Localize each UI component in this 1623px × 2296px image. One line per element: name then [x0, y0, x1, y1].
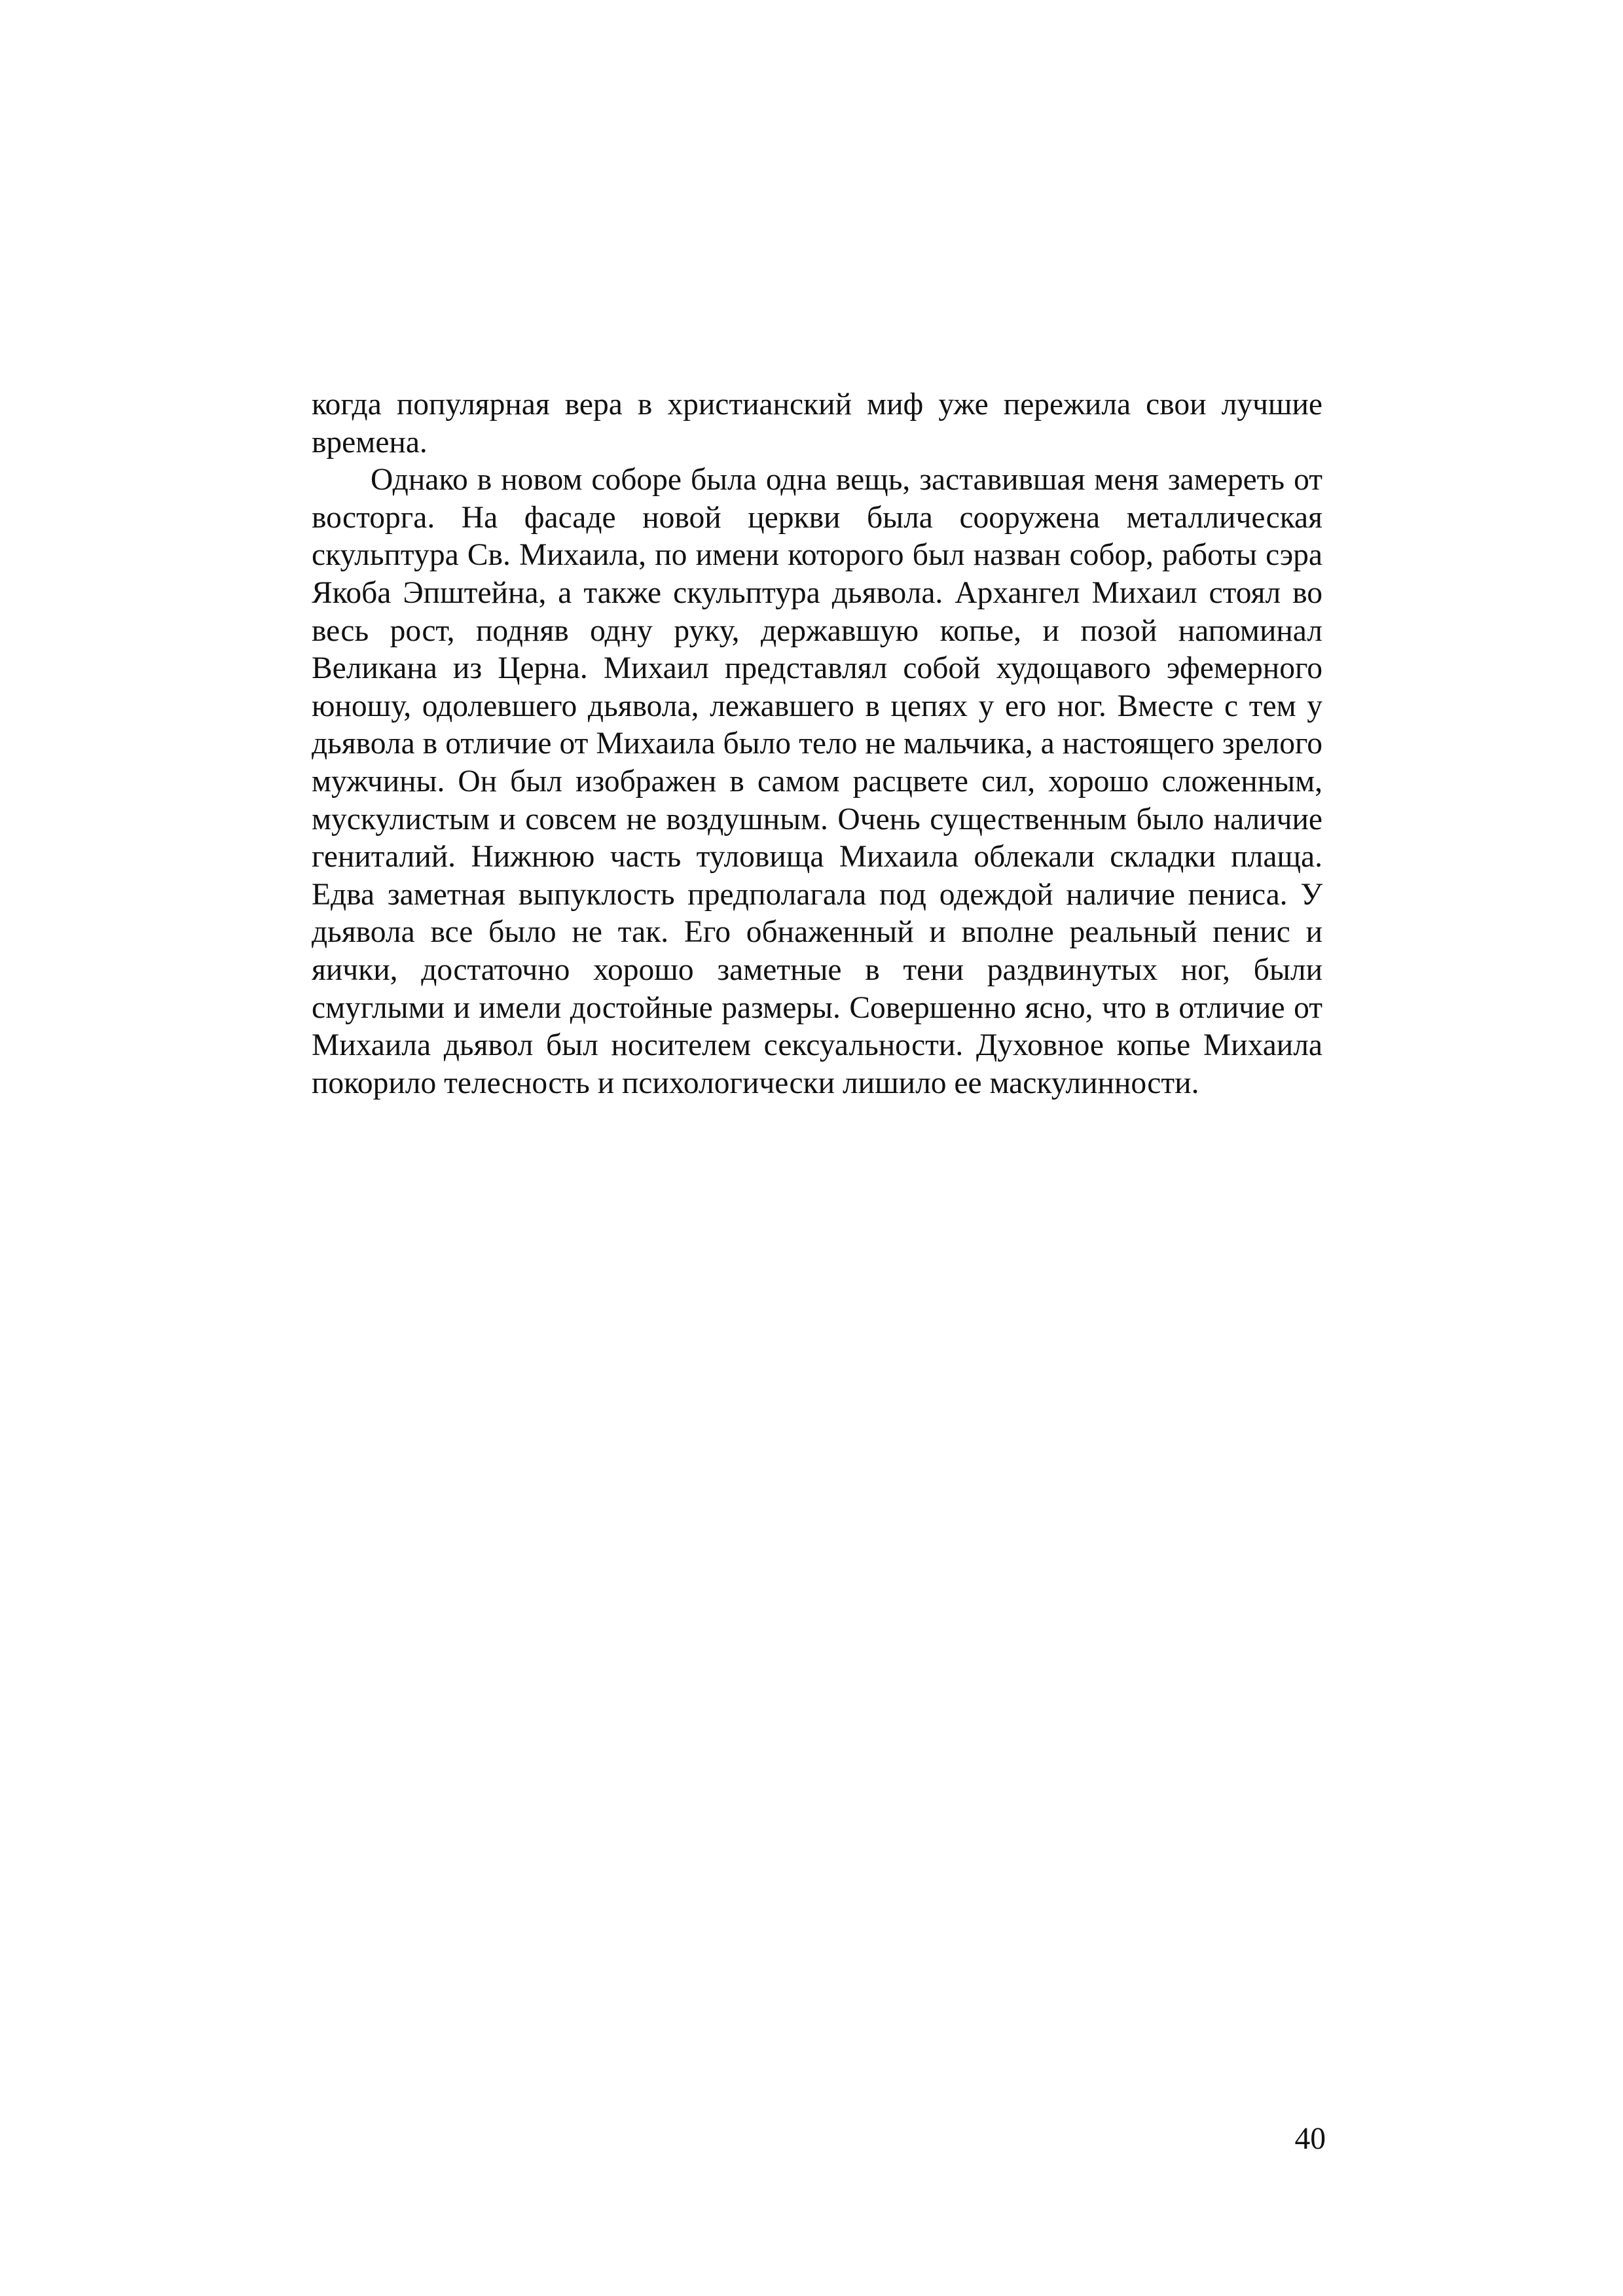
page-body	[312, 386, 1322, 1102]
paragraph-cathedral-sculpture: Однако в новом соборе была одна вещь, заставившая меня замереть от восторга. На фасаде новой церкви была сооружена металлическая скульптура Св. Михаила, по имени которого был назван собор, работы сэра Якоба Эпштейна, а также скульптура дьявола. Архангел Михаил стоял во весь рост, подняв одну руку, державшую копье, и позой напоминал Великана из Церна. Михаил представлял собой худощавого эфемерного юношу, одолевшего дьявола, лежавшего в цепях у его ног. Вместе с тем у дьявола в отличие от Михаила было тело не мальчика, а настоящего зрелого мужчины. Он был изображен в самом расцвете сил, хорошо сложенным, мускулистым и совсем не воздушным. Очень существенным было наличие гениталий. Нижнюю часть туловища Михаила облекали складки плаща. Едва заметная выпуклость предполагала под одеждой наличие пениса. У дьявола все было не так. Его обнаженный и вполне реальный пенис и яички, достаточно хорошо заметные в тени раздвинутых ног, были смуглыми и имели достойные размеры. Совершенно ясно, что в отличие от Михаила дьявол был носителем сексуальности. Духовное копье Михаила покорило телесность и психологически лишило ее маскулинности.	[312, 463, 1322, 1100]
page-number: 40	[1294, 2122, 1326, 2156]
paragraph-continuation: когда популярная вера в христианский миф уже пережила свои лучшие времена.	[312, 387, 1322, 459]
